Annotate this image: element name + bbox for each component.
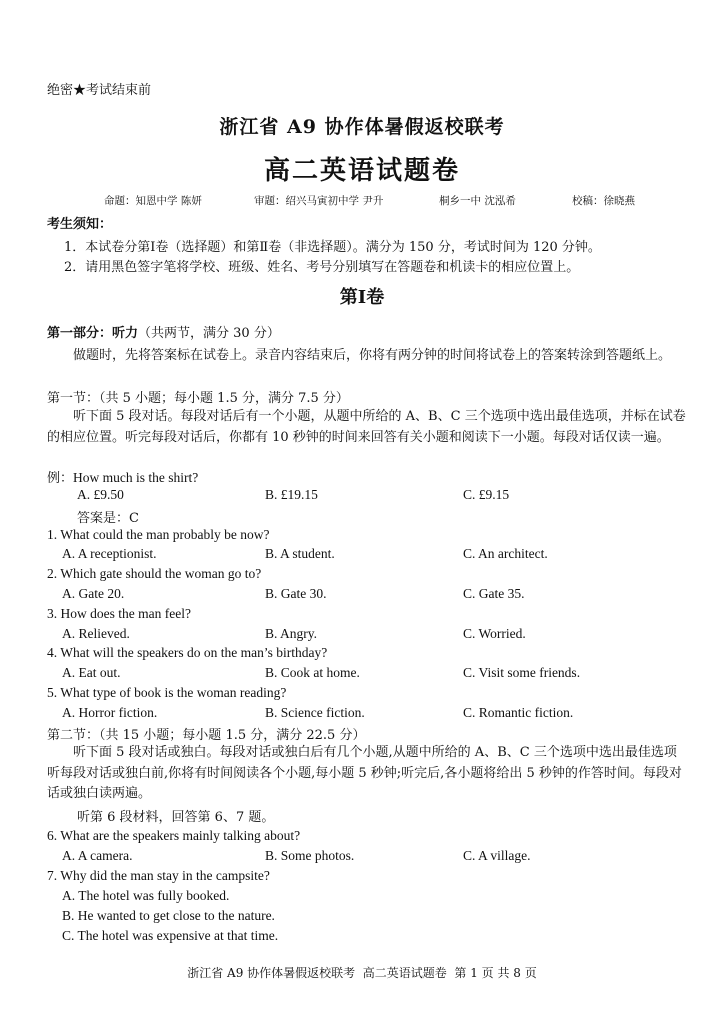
question-7: 7. Why did the man stay in the campsite? — [47, 868, 270, 883]
q6-option-c: C. A village. — [463, 848, 531, 863]
q1-option-a: A. A receptionist. — [62, 546, 157, 561]
part1-heading-label: 第一部分：听力 — [47, 326, 139, 341]
question-1: 1. What could the man probably be now? — [47, 527, 270, 542]
credit-reviewer: 审题：绍兴马寅初中学 尹升 — [254, 195, 384, 207]
section2-instructions: 听下面 5 段对话或独白。每段对话或独白后有几个小题,从题中所给的 A、B、C 三个选项中选出最佳选项听每段对话或独白前,你将有时间阅读各个小题,每小题 5 秒钟;听完后,各小题将给出 5 秒钟的作答时间。每段对话或独白读两遍。 — [47, 745, 682, 801]
q7-option-a: A. The hotel was fully booked. — [62, 888, 230, 903]
section1-instructions: 听下面 5 段对话。每段对话后有一个小题，从题中所给的 A、B、C 三个选项中选出最佳选项，并标在试卷的相应位置。听完每段对话后，你都有 10 秒钟的时间来回答有关小题和阅读下一小题。每段对话仅读一遍。 — [47, 409, 686, 445]
material-note: 听第 6 段材料，回答第 6、7 题。 — [77, 810, 275, 825]
credit-reviewer-2: 桐乡一中 沈泓希 — [439, 195, 516, 207]
q6-option-b: B. Some photos. — [265, 848, 355, 863]
q5-option-a: A. Horror fiction. — [62, 705, 158, 720]
part1-intro: 做题时，先将答案标在试卷上。录音内容结束后，你将有两分钟的时间将试卷上的答案转涂到答题纸上。 — [73, 348, 672, 363]
example-prefix: 例： — [47, 470, 74, 485]
question-6: 6. What are the speakers mainly talking about? — [47, 828, 301, 843]
q7-option-c: C. The hotel was expensive at that time. — [62, 928, 279, 943]
part1-heading-note: （共两节，满分 30 分） — [138, 326, 280, 341]
notice-item-2: 2．请用黑色签字笔将学校、班级、姓名、考号分别填写在答题卷和机读卡的相应位置上。 — [64, 260, 580, 275]
page-footer: 浙江省 A9 协作体暑假返校联考 高二英语试题卷 第 1 页 共 8 页 — [187, 966, 537, 980]
question-3: 3. How does the man feel? — [47, 606, 191, 621]
volume-title: 第Ⅰ卷 — [339, 287, 385, 308]
credit-setter: 命题：知恩中学 陈妍 — [104, 195, 202, 207]
example-answer: 答案是：C — [77, 511, 139, 526]
q6-option-a: A. A camera. — [62, 848, 133, 863]
q2-option-b: B. Gate 30. — [265, 586, 327, 601]
q1-option-c: C. An architect. — [463, 546, 548, 561]
q5-option-c: C. Romantic fiction. — [463, 705, 574, 720]
paper-title: 高二英语试题卷 — [263, 156, 460, 186]
credit-proofreader: 校稿：徐晓燕 — [572, 195, 635, 207]
q2-option-a: A. Gate 20. — [62, 586, 125, 601]
q5-option-b: B. Science fiction. — [265, 705, 365, 720]
q3-option-b: B. Angry. — [265, 626, 318, 641]
q4-option-b: B. Cook at home. — [265, 665, 360, 680]
q7-option-b: B. He wanted to get close to the nature. — [62, 908, 275, 923]
q3-option-c: C. Worried. — [463, 626, 526, 641]
example-option-a: A. £9.50 — [77, 487, 124, 502]
q1-option-b: B. A student. — [265, 546, 335, 561]
notice-heading: 考生须知： — [47, 217, 113, 232]
q4-option-c: C. Visit some friends. — [463, 665, 581, 680]
example-question — [47, 467, 198, 486]
q3-option-a: A. Relieved. — [62, 626, 130, 641]
q4-option-a: A. Eat out. — [62, 665, 121, 680]
example-option-c: C. £9.15 — [463, 487, 510, 502]
question-2: 2. Which gate should the woman go to? — [47, 566, 262, 581]
exam-title: 浙江省 A9 协作体暑假返校联考 — [219, 116, 505, 138]
question-5: 5. What type of book is the woman reading? — [47, 685, 287, 700]
section2-heading: 第二节：（共 15 小题；每小题 1.5 分，满分 22.5 分） — [47, 728, 366, 743]
part1-heading — [47, 322, 280, 341]
confidential-label: 绝密★考试结束前 — [47, 83, 152, 98]
example-option-b: B. £19.15 — [265, 487, 318, 502]
example-question-text: How much is the shirt? — [73, 470, 199, 485]
section1-heading: 第一节：（共 5 小题；每小题 1.5 分，满分 7.5 分） — [47, 391, 349, 406]
question-4: 4. What will the speakers do on the man’s birthday? — [47, 645, 328, 660]
notice-item-1: 1．本试卷分第Ⅰ卷（选择题）和第Ⅱ卷（非选择题）。满分为 150 分，考试时间为 120 分钟。 — [64, 240, 601, 255]
q2-option-c: C. Gate 35. — [463, 586, 525, 601]
